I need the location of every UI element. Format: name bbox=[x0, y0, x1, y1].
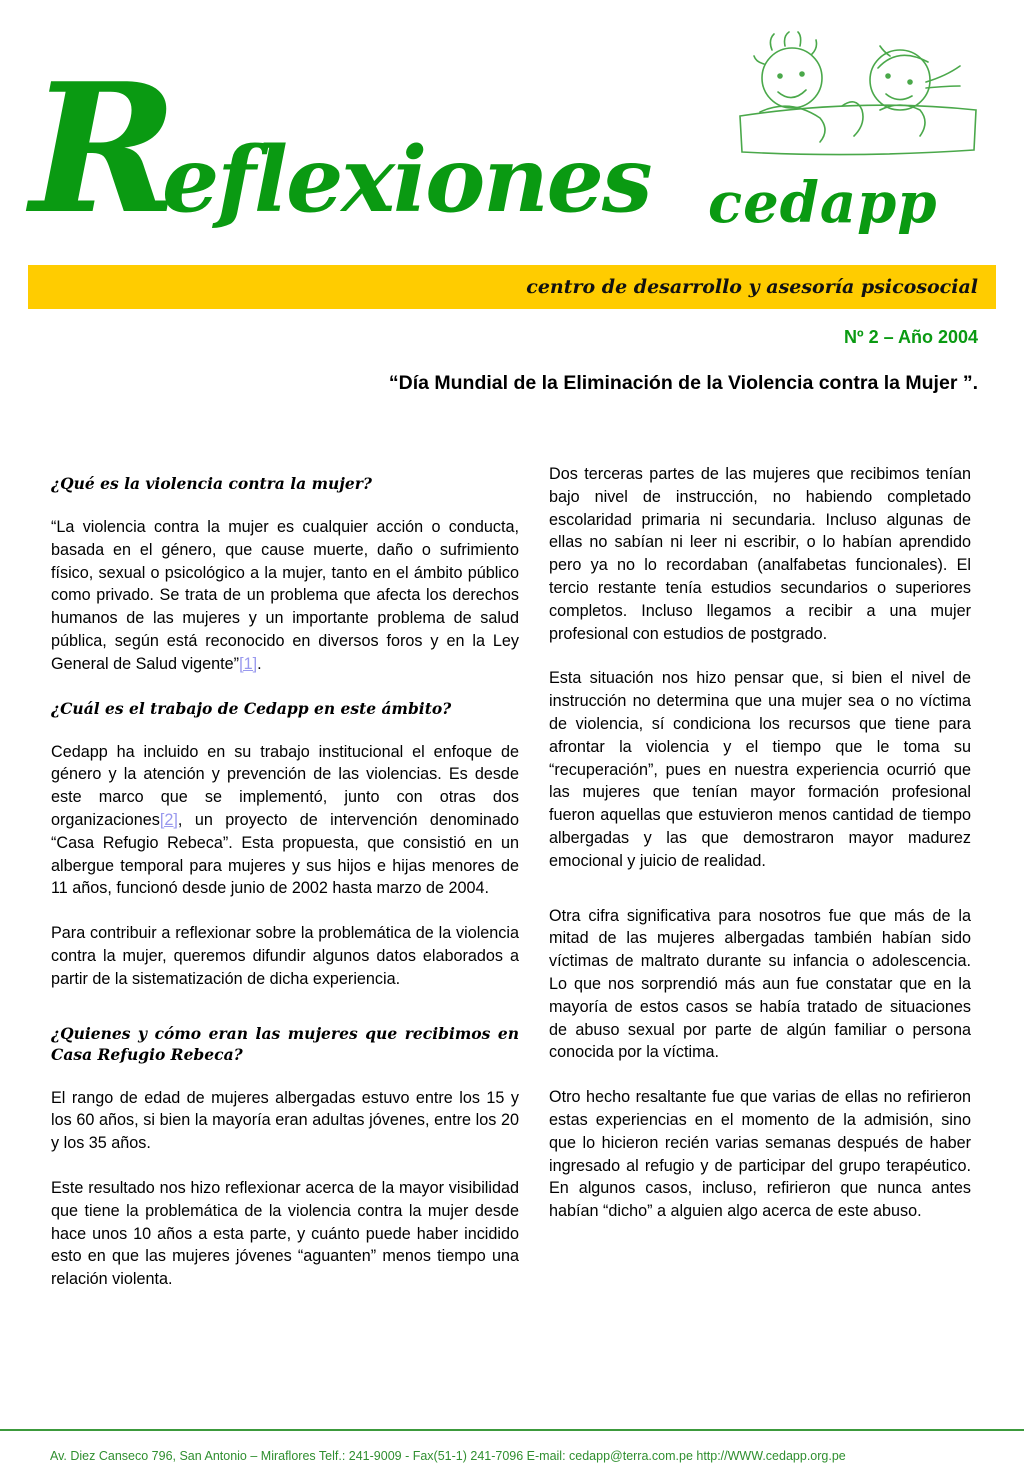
children-illustration-icon bbox=[730, 28, 980, 158]
paragraph-text: “La violencia contra la mujer es cualquier acción o conducta, basada en el género, que cause muerte, daño o sufrimiento físico, sexual o psicológico a la mujer, tanto en el ámbito público como privado. Se trata de un problema que afecta los derechos humanos de las mujeres y un importante problema de salud pública, según está reconocido en diversos foros y en la Ley General de Salud vigente” bbox=[51, 518, 519, 673]
tagline-band bbox=[28, 265, 996, 309]
logo-initial: R bbox=[30, 44, 176, 253]
paragraph: Para contribuir a reflexionar sobre la problemática de la violencia contra la mujer, queremos difundir algunos datos elaborados a partir de la sistematización de dicha experiencia. bbox=[51, 924, 519, 988]
logo-word: eflexiones bbox=[161, 127, 651, 233]
contact-footer: Av. Diez Canseco 796, San Antonio – Miraflores Telf.: 241-9009 - Fax(51-1) 241-7096 E-mail: cedapp@terra.com.pe http://WWW.cedapp.org.pe bbox=[50, 1449, 846, 1463]
paragraph: Este resultado nos hizo reflexionar acerca de la mayor visibilidad que tiene la problemática de la violencia contra la mujer desde hace unos 10 años a esta parte, y cuánto puede haber incidido esto en que las mujeres jóvenes “aguanten” menos tiempo una relación violenta. bbox=[51, 1178, 519, 1289]
section-heading: ¿Qué es la violencia contra la mujer? bbox=[51, 474, 372, 493]
masthead bbox=[0, 0, 1024, 320]
section-heading: ¿Quienes y cómo eran las mujeres que recibimos en Casa Refugio Rebeca? bbox=[51, 1023, 519, 1064]
tagline: centro de desarrollo y asesoría psicosocial bbox=[526, 276, 978, 298]
brand-name: cedapp bbox=[708, 170, 938, 236]
footnote-link-1[interactable]: [1] bbox=[239, 654, 258, 673]
paragraph bbox=[51, 741, 519, 901]
document-title: “Día Mundial de la Eliminación de la Violencia contra la Mujer ”. bbox=[388, 372, 978, 394]
section-heading: ¿Cuál es el trabajo de Cedapp en este ámbito? bbox=[51, 698, 452, 718]
paragraph-text: , un proyecto de intervención denominado “Casa Refugio Rebeca”. Esta propuesta, que consistió en un albergue temporal para mujeres y sus hijos e hijas menores de 11 años, funcionó desde junio de 2002 hasta marzo de 2004. bbox=[51, 810, 519, 898]
paragraph: Dos terceras partes de las mujeres que recibimos tenían bajo nivel de instrucción, no habiendo completado escolaridad primaria ni secundaria. Incluso algunas de ellas no sabían ni leer ni escribir, o lo habían aprendido pero ya no lo recordaban (analfabetas funcionales). El tercio restante tenía estudios secundarios o superiores completos. Incluso llegamos a recibir a una mujer profesional con estudios de postgrado. bbox=[549, 465, 971, 643]
paragraph-text: . bbox=[257, 654, 262, 673]
paragraph: Esta situación nos hizo pensar que, si bien el nivel de instrucción no determina que una mujer sea o no víctima de violencia, sí condiciona los recursos que tiene para afrontar la violencia y el tiempo que le toma su “recuperación”, pues en nuestra experiencia ocurrió que las mujeres que tenían mayor formación profesional fueron aquellas que estuvieron menos cantidad de tiempo albergadas y las que demostraron mayor madurez emocional y juicio de realidad. bbox=[549, 669, 971, 870]
paragraph-text: Cedapp ha incluido en su trabajo institucional el enfoque de género y la atención y prevención de las violencias. Es desde este marco que se implementó, junto con otras dos organizaciones bbox=[51, 742, 519, 829]
paragraph: Otra cifra significativa para nosotros fue que más de la mitad de las mujeres albergadas también habían sido víctimas de maltrato durante su infancia o adolescencia. Lo que nos sorprendió más aun fue constatar que en la mayoría de estos casos se había tratado de situaciones de abuso sexual por parte de algún familiar o persona conocida por la víctima. bbox=[549, 906, 971, 1062]
footnote-link-2[interactable]: [2] bbox=[159, 810, 178, 829]
footer-divider bbox=[0, 1429, 1024, 1431]
paragraph bbox=[51, 516, 519, 676]
paragraph: El rango de edad de mujeres albergadas estuvo entre los 15 y los 60 años, si bien la mayoría eran adultas jóvenes, entre los 20 y los 35 años. bbox=[51, 1088, 519, 1153]
paragraph: Otro hecho resaltante fue que varias de ellas no refirieron estas experiencias en el momento de la admisión, sino que lo hicieron recién varias semanas después de haber ingresado al refugio y de participar del grupo terapéutico. En algunos casos, incluso, refirieron que nunca antes habían “dicho” a alguien algo acerca de este abuso. bbox=[549, 1088, 971, 1221]
publication-logo bbox=[30, 44, 651, 253]
right-column bbox=[549, 463, 971, 1245]
issue-number: Nº 2 – Año 2004 bbox=[844, 327, 978, 347]
left-column bbox=[51, 463, 519, 1313]
